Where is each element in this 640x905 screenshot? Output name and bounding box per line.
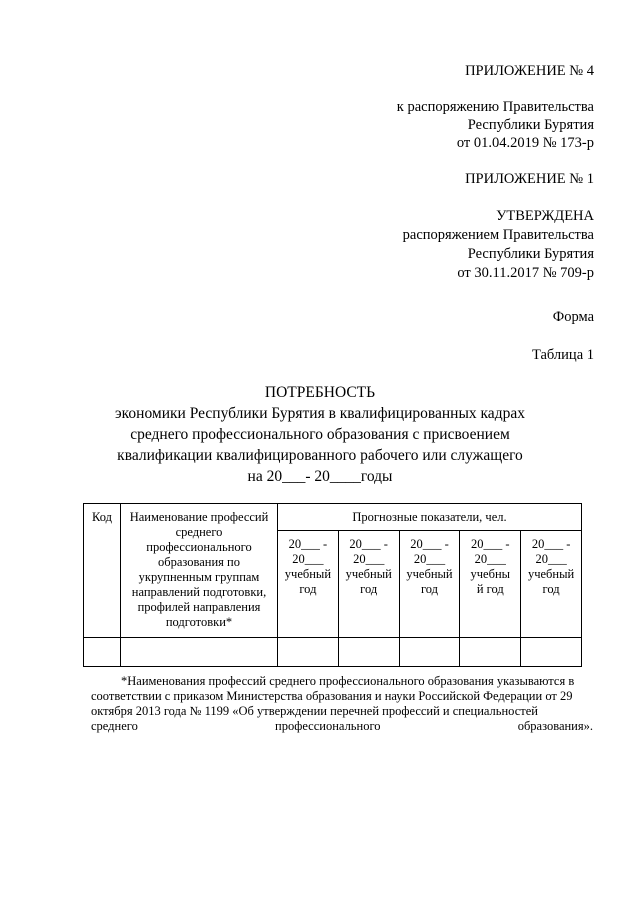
- period-column-4: 20___ - 20___ учебны й год: [460, 531, 521, 638]
- footnote: [91, 674, 593, 734]
- to-order-line: к распоряжению Правительства: [396, 99, 594, 115]
- by-order-line: распоряжением Правительства: [402, 227, 594, 243]
- title-line-2: среднего профессионального образования с присвоением: [130, 426, 510, 443]
- code-column-header: Код: [84, 504, 121, 638]
- footnote-line-2: соответствии с приказом Министерства образования и науки Российской Федерации от 29: [91, 689, 573, 703]
- empty-cell-period-5: [521, 638, 582, 667]
- order-date-1: от 01.04.2019 № 173-р: [456, 135, 594, 151]
- footnote-line-3: октября 2013 года № 1199 «Об утверждении перечней профессий и специальностей: [91, 704, 538, 718]
- footnote-line-1: *Наименования профессий среднего профессионального образования указываются в: [121, 674, 575, 688]
- profession-name-column-header: Наименование профессий среднего профессионального образования по укрупненным группам направлений подготовки, профилей направления подготовки*: [121, 504, 278, 638]
- title-line-4: на 20___- 20____годы: [247, 468, 393, 485]
- document-title: ПОТРЕБНОСТЬ: [264, 384, 376, 401]
- forecast-table: [83, 503, 582, 667]
- footnote-line-4: среднего профессионального образования».: [91, 719, 593, 733]
- period-column-3: 20___ - 20___ учебный год: [399, 531, 460, 638]
- empty-cell-code: [84, 638, 121, 667]
- approved-heading: УТВЕРЖДЕНА: [496, 208, 594, 224]
- table-header-row: [84, 504, 582, 531]
- empty-cell-period-3: [399, 638, 460, 667]
- order-date-2: от 30.11.2017 № 709-р: [457, 265, 594, 281]
- period-column-2: 20___ - 20___ учебный год: [338, 531, 399, 638]
- title-line-3: квалификации квалифицированного рабочего или служащего: [117, 447, 523, 464]
- appendix-4-heading: ПРИЛОЖЕНИЕ № 4: [465, 63, 594, 79]
- form-label: Форма: [552, 309, 594, 325]
- forecast-indicators-header: Прогнозные показатели, чел.: [278, 504, 582, 531]
- appendix-1-heading: ПРИЛОЖЕНИЕ № 1: [465, 171, 594, 187]
- republic-line-1: Республики Бурятия: [467, 117, 594, 133]
- table-number: Таблица 1: [531, 347, 594, 363]
- empty-cell-period-1: [278, 638, 339, 667]
- republic-line-2: Республики Бурятия: [467, 246, 594, 262]
- empty-data-row: [84, 638, 582, 667]
- title-line-1: экономики Республики Бурятия в квалифицированных кадрах: [115, 405, 525, 422]
- period-column-5: 20___ - 20___ учебный год: [521, 531, 582, 638]
- empty-cell-period-2: [338, 638, 399, 667]
- empty-cell-name: [121, 638, 278, 667]
- empty-cell-period-4: [460, 638, 521, 667]
- period-column-1: 20___ - 20___ учебный год: [278, 531, 339, 638]
